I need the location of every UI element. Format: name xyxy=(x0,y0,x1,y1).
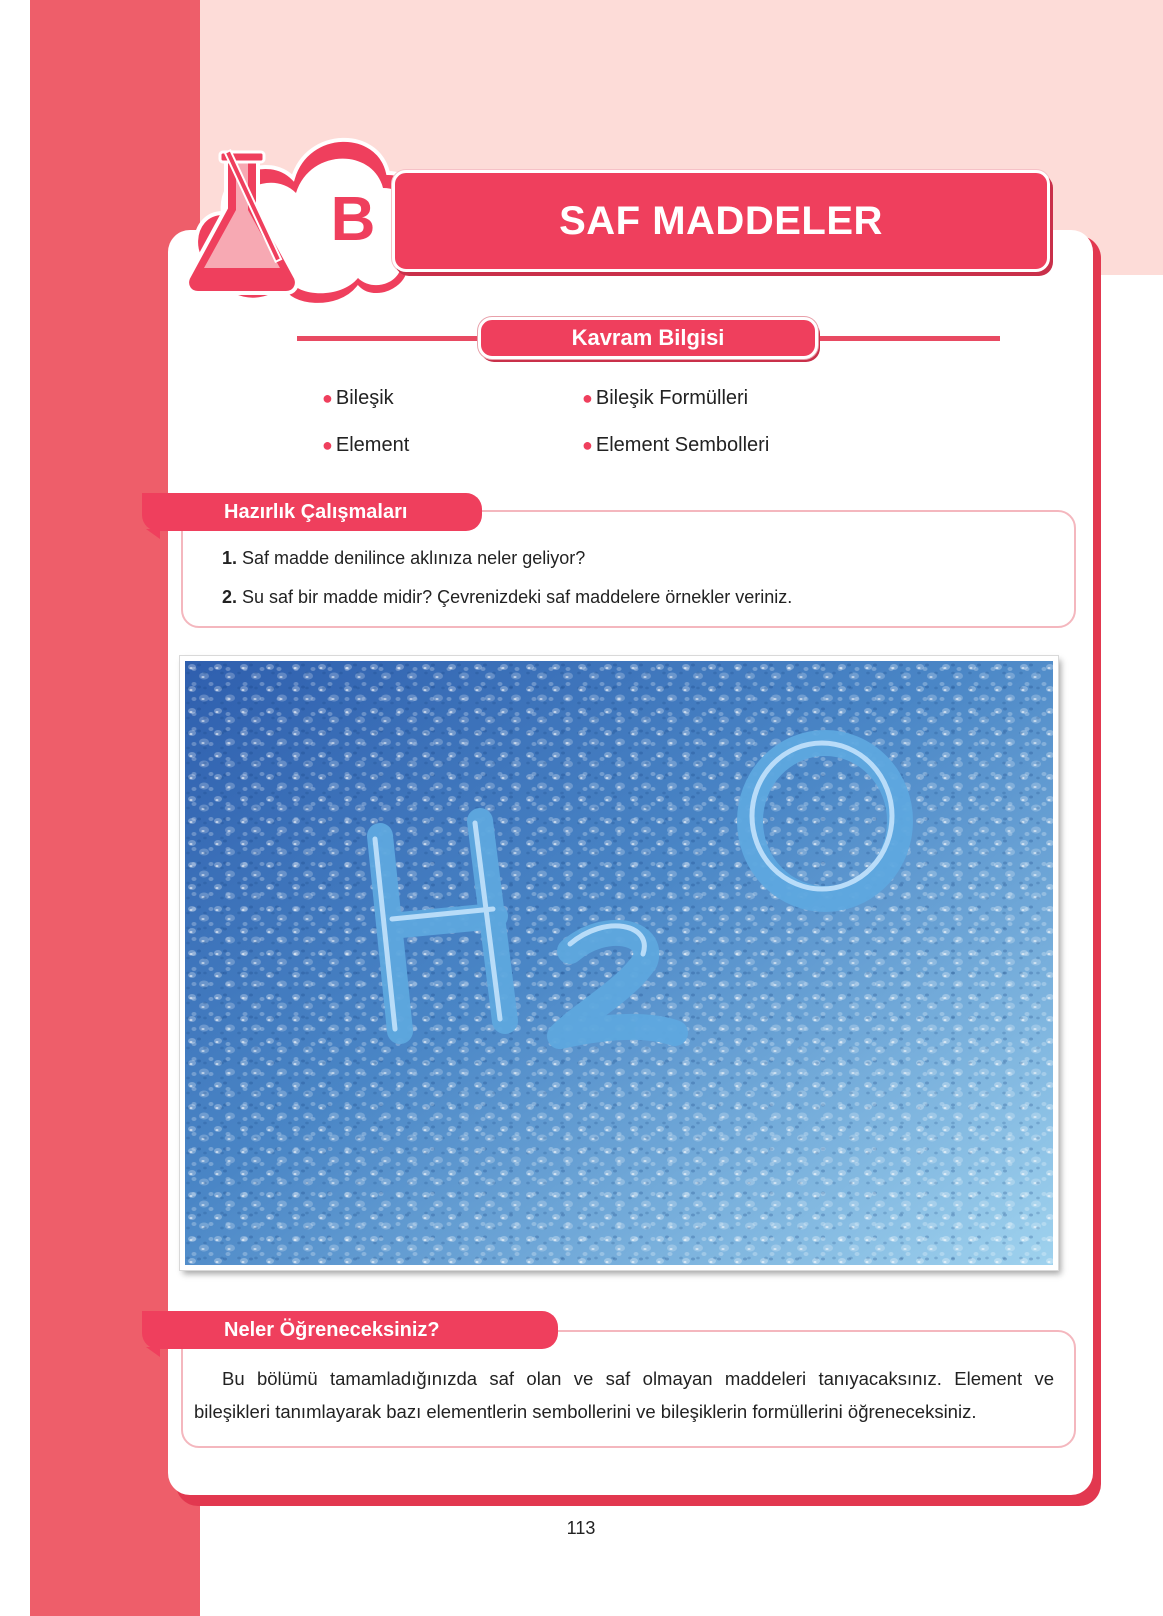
bullet-icon: ● xyxy=(322,388,333,408)
page-title: SAF MADDELER xyxy=(559,198,883,243)
bullet-icon: ● xyxy=(582,435,593,455)
hazirlik-heading: Hazırlık Çalışmaları xyxy=(142,493,482,531)
concept-item: ● Bileşik xyxy=(322,387,394,409)
concept-item: ● Bileşik Formülleri xyxy=(582,387,749,409)
kavram-heading: Kavram Bilgisi xyxy=(478,317,818,359)
question-item: 1. Saf madde denilince aklınıza neler geliyor? xyxy=(222,548,586,568)
photo-frame xyxy=(180,656,1058,1270)
neler-paragraph: Bu bölümü tamamladığınızda saf olan ve saf olmayan maddeleri tanıyacaksınız. Element ve bileşikleri tanımlayarak bazı elementlerin sembollerini ve bileşiklerin formüllerini öğreneceksiniz. xyxy=(194,1368,1054,1422)
question-item: 2. Su saf bir madde midir? Çevrenizdeki saf maddelere örnekler veriniz. xyxy=(222,587,793,607)
page-number: 113 xyxy=(566,1518,596,1538)
bullet-icon: ● xyxy=(582,388,593,408)
concept-item: ● Element xyxy=(322,434,410,456)
bullet-icon: ● xyxy=(322,435,333,455)
neler-heading: Neler Öğreneceksiniz? xyxy=(142,1311,558,1349)
title-banner xyxy=(392,170,1050,272)
section-letter: B xyxy=(330,185,376,254)
water-droplets-h2o-image xyxy=(185,661,1053,1265)
concept-item: ● Element Sembolleri xyxy=(582,434,770,456)
